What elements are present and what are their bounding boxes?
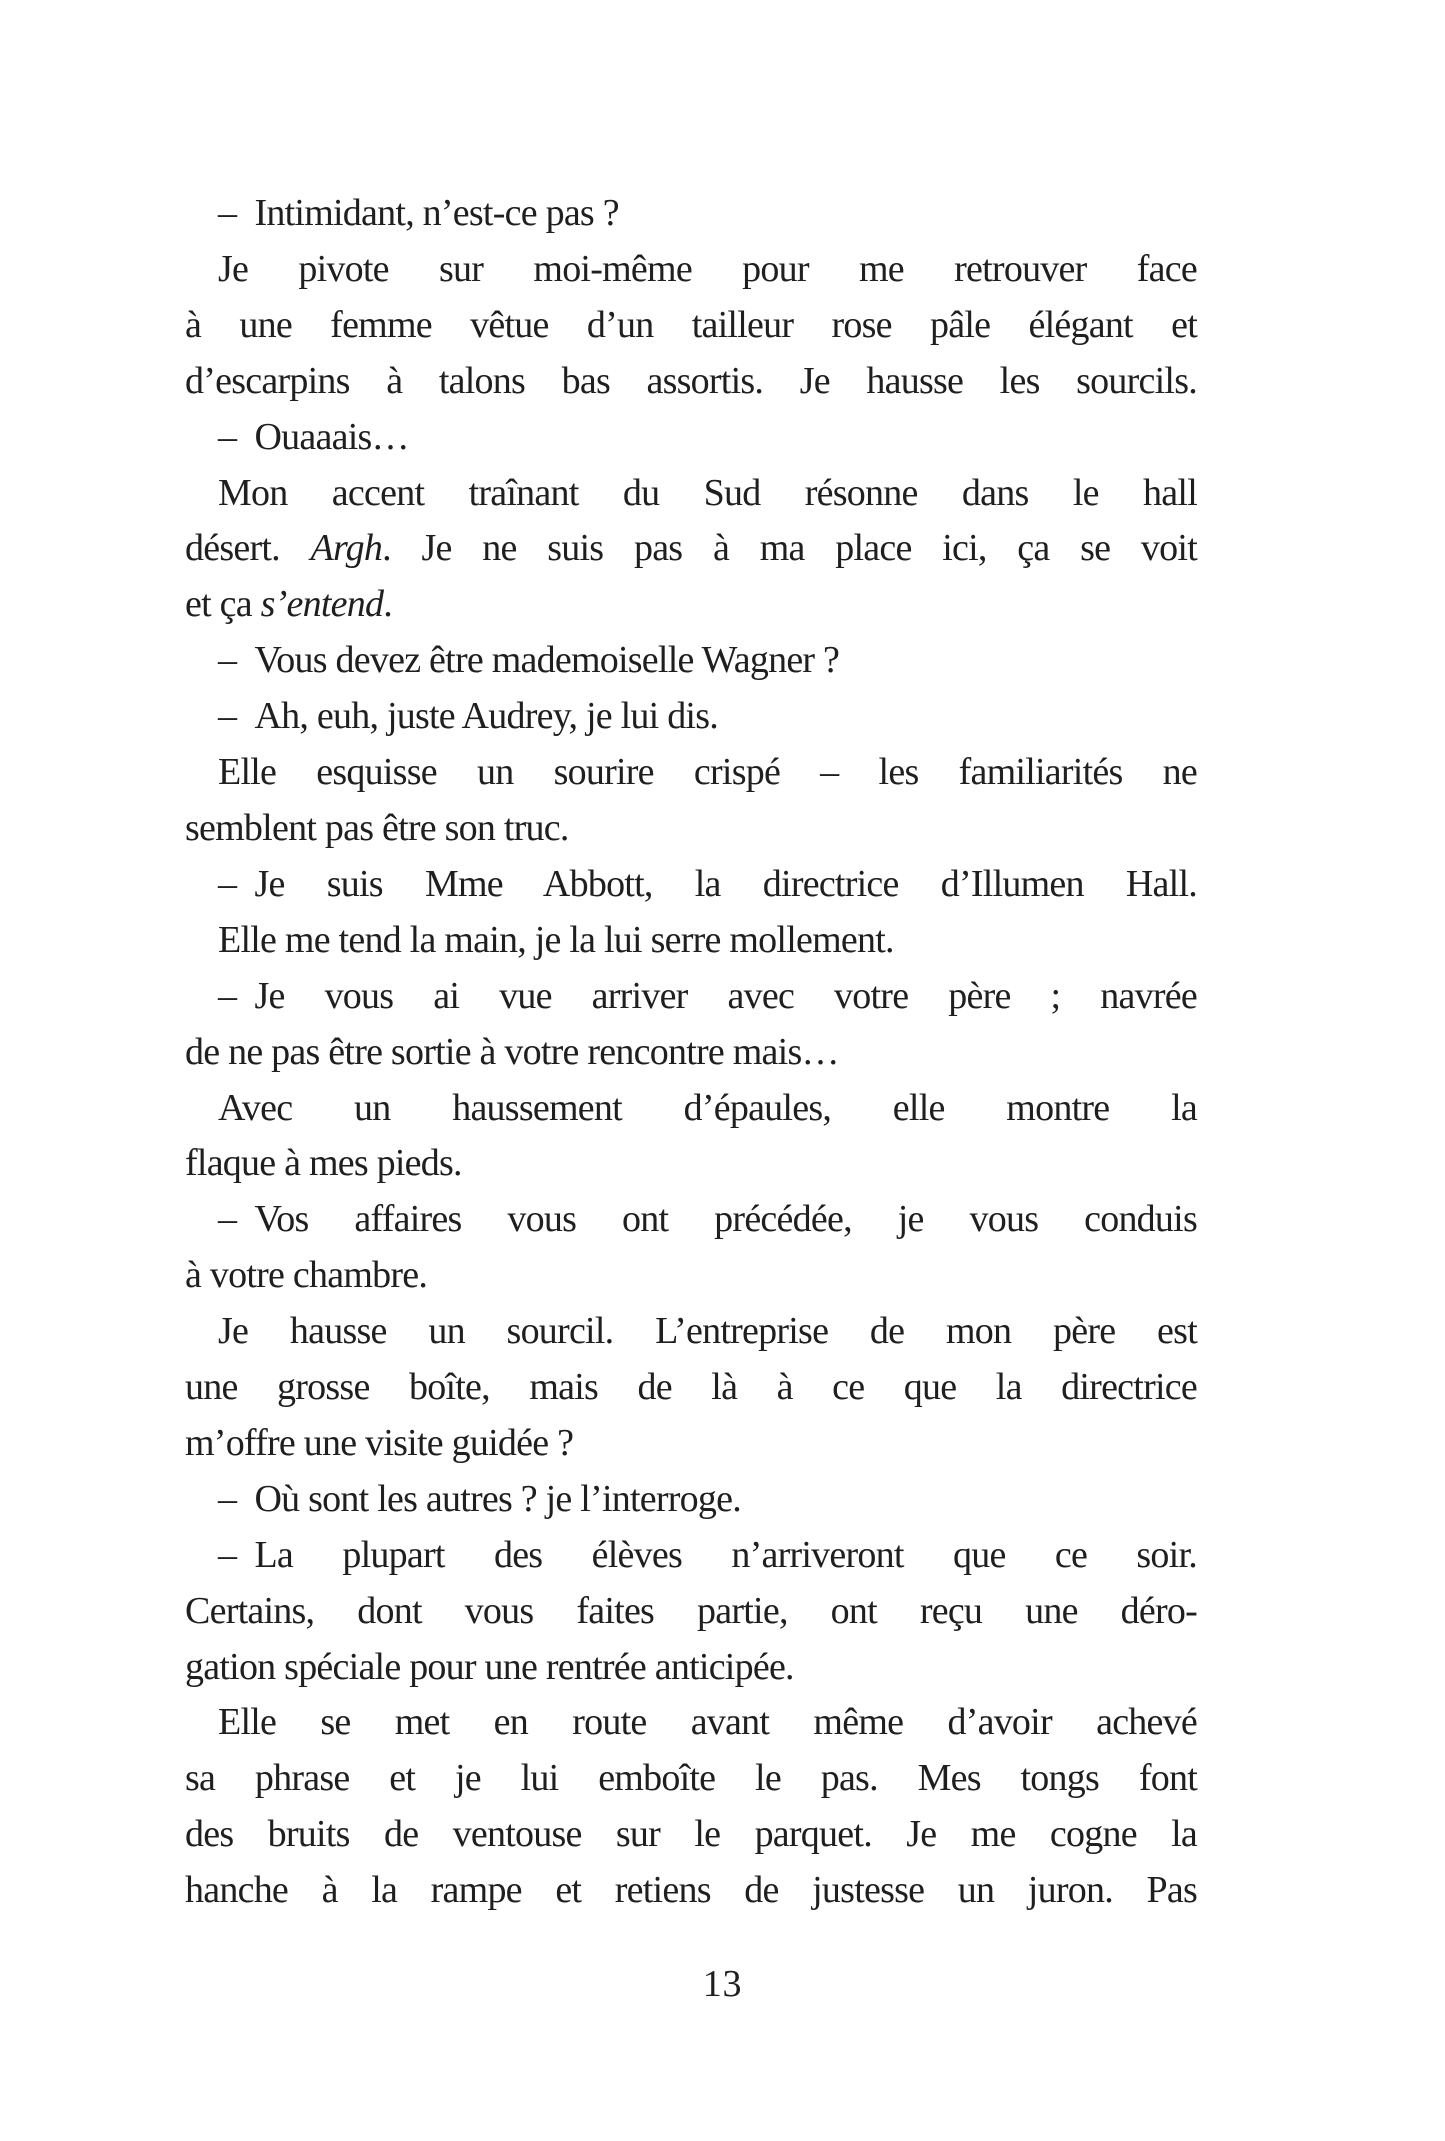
- text-segment: Je hausse un sourcil. L’entreprise de mon père est: [218, 1310, 1197, 1353]
- text-line: [185, 466, 1197, 522]
- text-line: [185, 1192, 1197, 1248]
- text-segment: Elle esquisse un sourire crispé – les familiarités ne: [218, 751, 1197, 794]
- text-line: [185, 1360, 1197, 1416]
- text-line: [185, 1528, 1197, 1584]
- text-segment: – La plupart des élèves n’arriveront que ce soir.: [218, 1533, 1197, 1576]
- text-line: [185, 577, 1197, 633]
- text-line: [185, 1863, 1197, 1919]
- text-line: [185, 1695, 1197, 1751]
- text-line: [185, 1304, 1197, 1360]
- text-segment: – Ouaaais…: [218, 415, 409, 458]
- text-segment: .: [383, 583, 393, 626]
- text-segment: – Je suis Mme Abbott, la directrice d’Illumen Hall.: [218, 862, 1197, 905]
- text-segment: Certains, dont vous faites partie, ont reçu une déro-: [185, 1589, 1197, 1632]
- text-segment: Elle se met en route avant même d’avoir achevé: [218, 1701, 1197, 1744]
- text-line: [185, 1807, 1197, 1863]
- text-line: [185, 1416, 1197, 1472]
- text-segment: une grosse boîte, mais de là à ce que la directrice: [185, 1366, 1197, 1409]
- text-line: [185, 186, 1197, 242]
- text-segment: d’escarpins à talons bas assortis. Je hausse les sourcils.: [185, 359, 1197, 402]
- text-segment: semblent pas être son truc.: [185, 806, 569, 849]
- text-segment: . Je ne suis pas à ma place ici, ça se voit: [382, 527, 1197, 570]
- text-line: [185, 298, 1197, 354]
- text-line: [185, 745, 1197, 801]
- text-segment: Mon accent traînant du Sud résonne dans le hall: [218, 471, 1197, 514]
- text-block: [185, 186, 1197, 1919]
- text-segment: Je pivote sur moi-même pour me retrouver face: [218, 247, 1197, 290]
- text-segment: et ça: [185, 583, 261, 626]
- text-line: [185, 1472, 1197, 1528]
- text-line: [185, 1136, 1197, 1192]
- text-line: [185, 1081, 1197, 1137]
- text-line: [185, 913, 1197, 969]
- text-line: [185, 633, 1197, 689]
- text-line: [185, 969, 1197, 1025]
- text-segment: des bruits de ventouse sur le parquet. Je me cogne la: [185, 1813, 1197, 1856]
- text-segment: à une femme vêtue d’un tailleur rose pâle élégant et: [185, 303, 1197, 346]
- text-segment: – Ah, euh, juste Audrey, je lui dis.: [218, 695, 719, 738]
- text-segment: – Je vous ai vue arriver avec votre père ; navrée: [218, 974, 1197, 1017]
- italic-text-segment: Argh: [310, 527, 383, 570]
- text-line: [185, 689, 1197, 745]
- text-segment: Elle me tend la main, je la lui serre mollement.: [218, 918, 894, 961]
- text-segment: – Où sont les autres ? je l’interroge.: [218, 1477, 742, 1520]
- italic-text-segment: s’entend: [260, 583, 384, 626]
- text-segment: hanche à la rampe et retiens de justesse un juron. Pas: [185, 1869, 1197, 1912]
- text-line: [185, 242, 1197, 298]
- text-line: [185, 521, 1197, 577]
- text-segment: désert.: [185, 527, 311, 570]
- text-line: [185, 354, 1197, 410]
- text-line: [185, 410, 1197, 466]
- page-number: 13: [702, 1963, 743, 2005]
- text-line: [185, 1248, 1197, 1304]
- text-segment: – Vous devez être mademoiselle Wagner ?: [218, 639, 840, 682]
- text-segment: à votre chambre.: [185, 1254, 428, 1297]
- text-line: [185, 801, 1197, 857]
- text-line: [185, 857, 1197, 913]
- text-line: [185, 1584, 1197, 1640]
- text-segment: m’offre une visite guidée ?: [185, 1421, 574, 1464]
- text-line: [185, 1751, 1197, 1807]
- text-line: [185, 1025, 1197, 1081]
- text-segment: Avec un haussement d’épaules, elle montre la: [218, 1086, 1197, 1129]
- text-segment: – Vos affaires vous ont précédée, je vous conduis: [218, 1198, 1197, 1241]
- text-segment: sa phrase et je lui emboîte le pas. Mes tongs font: [185, 1757, 1197, 1800]
- text-segment: flaque à mes pieds.: [185, 1142, 462, 1185]
- text-segment: de ne pas être sortie à votre rencontre mais…: [185, 1030, 839, 1073]
- text-segment: gation spéciale pour une rentrée anticipée.: [185, 1645, 794, 1688]
- text-segment: – Intimidant, n’est-ce pas ?: [218, 192, 619, 234]
- text-line: [185, 1640, 1197, 1696]
